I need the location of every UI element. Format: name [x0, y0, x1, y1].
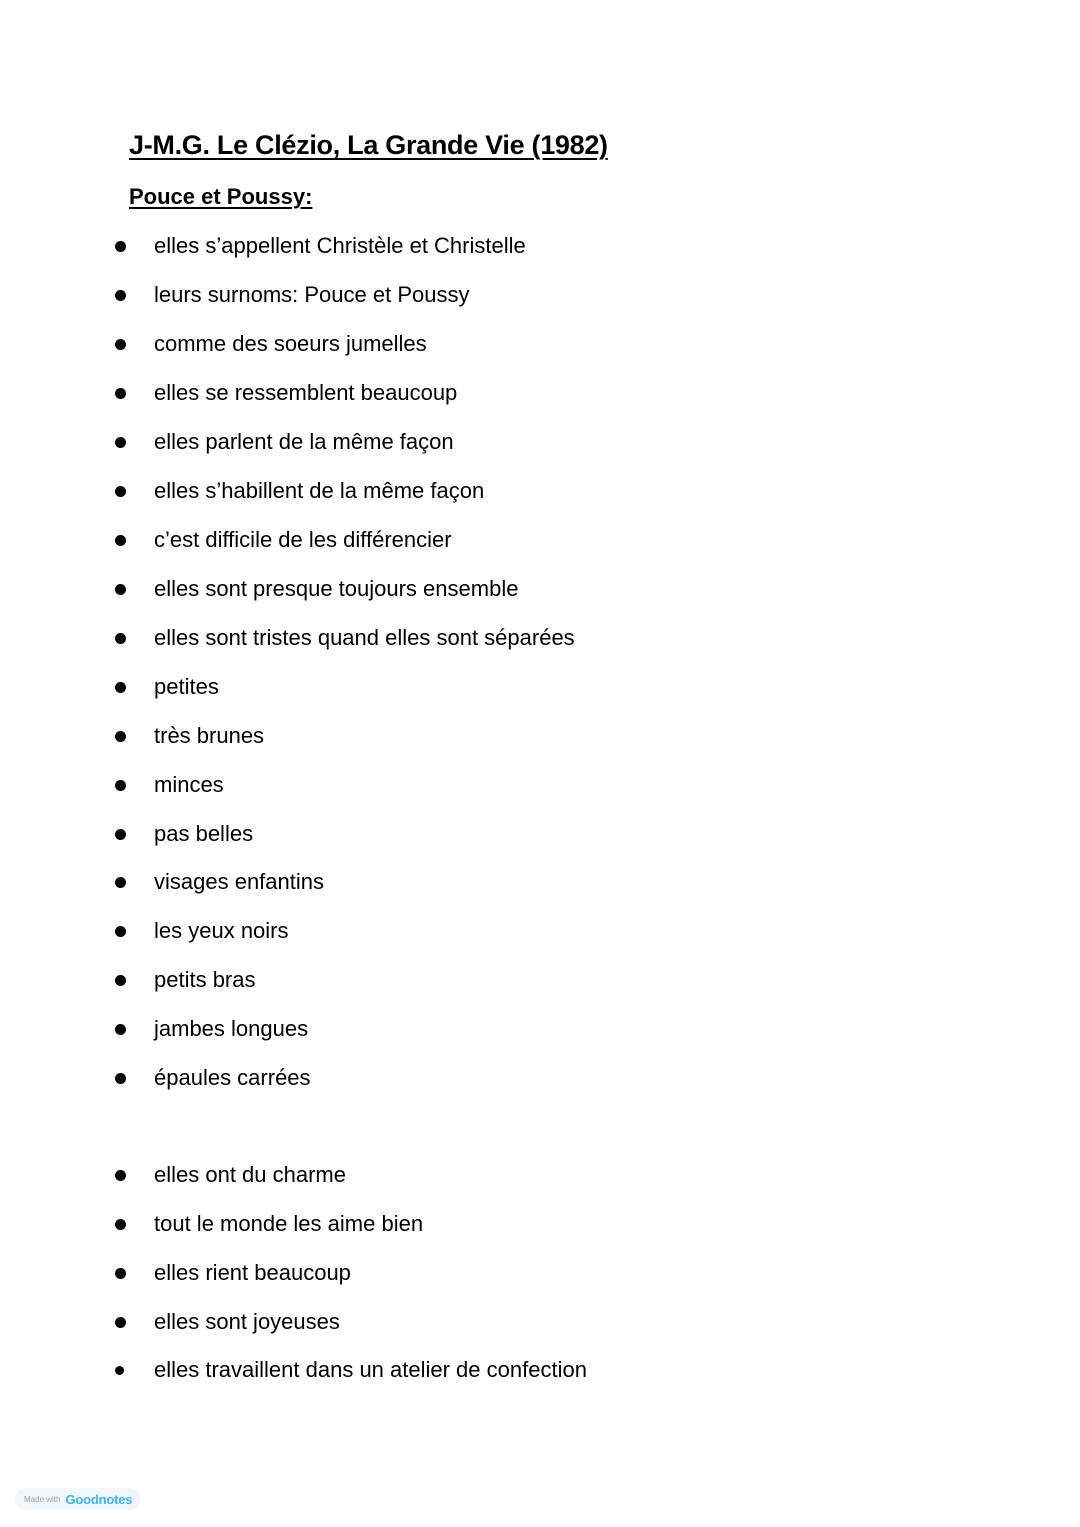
- list-item: c’est difficile de les différencier: [112, 525, 126, 555]
- bullet-icon: [115, 1073, 126, 1084]
- bullet-icon: [115, 486, 126, 497]
- list-item: minces: [112, 770, 126, 800]
- bullet-icon: [115, 926, 126, 937]
- made-with-goodnotes-badge: [15, 1488, 141, 1510]
- bullet-icon: [115, 290, 126, 301]
- list-item: pas belles: [112, 819, 126, 849]
- list-item: elles parlent de la même façon: [112, 427, 126, 457]
- bullet-icon: [115, 241, 126, 252]
- list-item: elles sont presque toujours ensemble: [112, 574, 126, 604]
- list-item: elles ont du charme: [112, 1160, 126, 1190]
- list-item: petits bras: [112, 965, 126, 995]
- bullet-icon: [115, 731, 126, 742]
- list-item: visages enfantins: [112, 867, 126, 897]
- list-item: elles s’habillent de la même façon: [112, 476, 126, 506]
- bullet-icon: [115, 584, 126, 595]
- list-item: épaules carrées: [112, 1063, 126, 1093]
- section-title: Pouce et Poussy:: [129, 184, 313, 209]
- list-item: très brunes: [112, 721, 126, 751]
- bullet-icon: [115, 437, 126, 448]
- bullet-icon: [115, 682, 126, 693]
- bullet-icon: [115, 780, 126, 791]
- bullet-icon: [115, 1366, 124, 1375]
- bullet-icon: [115, 975, 126, 986]
- goodnotes-logo: Goodnotes: [65, 1491, 133, 1507]
- list-item: petites: [112, 672, 126, 702]
- bullet-icon: [115, 388, 126, 399]
- list-item: elles s’appellent Christèle et Christelle: [112, 231, 126, 261]
- list-item: elles travaillent dans un atelier de confection: [112, 1355, 124, 1385]
- list-item: elles se ressemblent beaucoup: [112, 378, 126, 408]
- list-item: elles rient beaucoup: [112, 1258, 126, 1288]
- list-item: elles sont joyeuses: [112, 1307, 126, 1337]
- bullet-icon: [115, 1317, 126, 1328]
- bullet-icon: [115, 633, 126, 644]
- bullet-icon: [115, 1024, 126, 1035]
- bullet-icon: [115, 829, 126, 840]
- bullet-icon: [115, 877, 126, 888]
- list-item: comme des soeurs jumelles: [112, 329, 126, 359]
- list-item: les yeux noirs: [112, 916, 126, 946]
- list-item: jambes longues: [112, 1014, 126, 1044]
- bullet-icon: [115, 1219, 126, 1230]
- bullet-icon: [115, 1170, 126, 1181]
- badge-prefix: Made with: [24, 1494, 61, 1504]
- list-item: tout le monde les aime bien: [112, 1209, 126, 1239]
- list-item: leurs surnoms: Pouce et Poussy: [112, 280, 126, 310]
- list-item: elles sont tristes quand elles sont séparées: [112, 623, 126, 653]
- bullet-icon: [115, 1268, 126, 1279]
- page-title: J-M.G. Le Clézio, La Grande Vie (1982): [129, 130, 608, 160]
- bullet-icon: [115, 535, 126, 546]
- bullet-icon: [115, 339, 126, 350]
